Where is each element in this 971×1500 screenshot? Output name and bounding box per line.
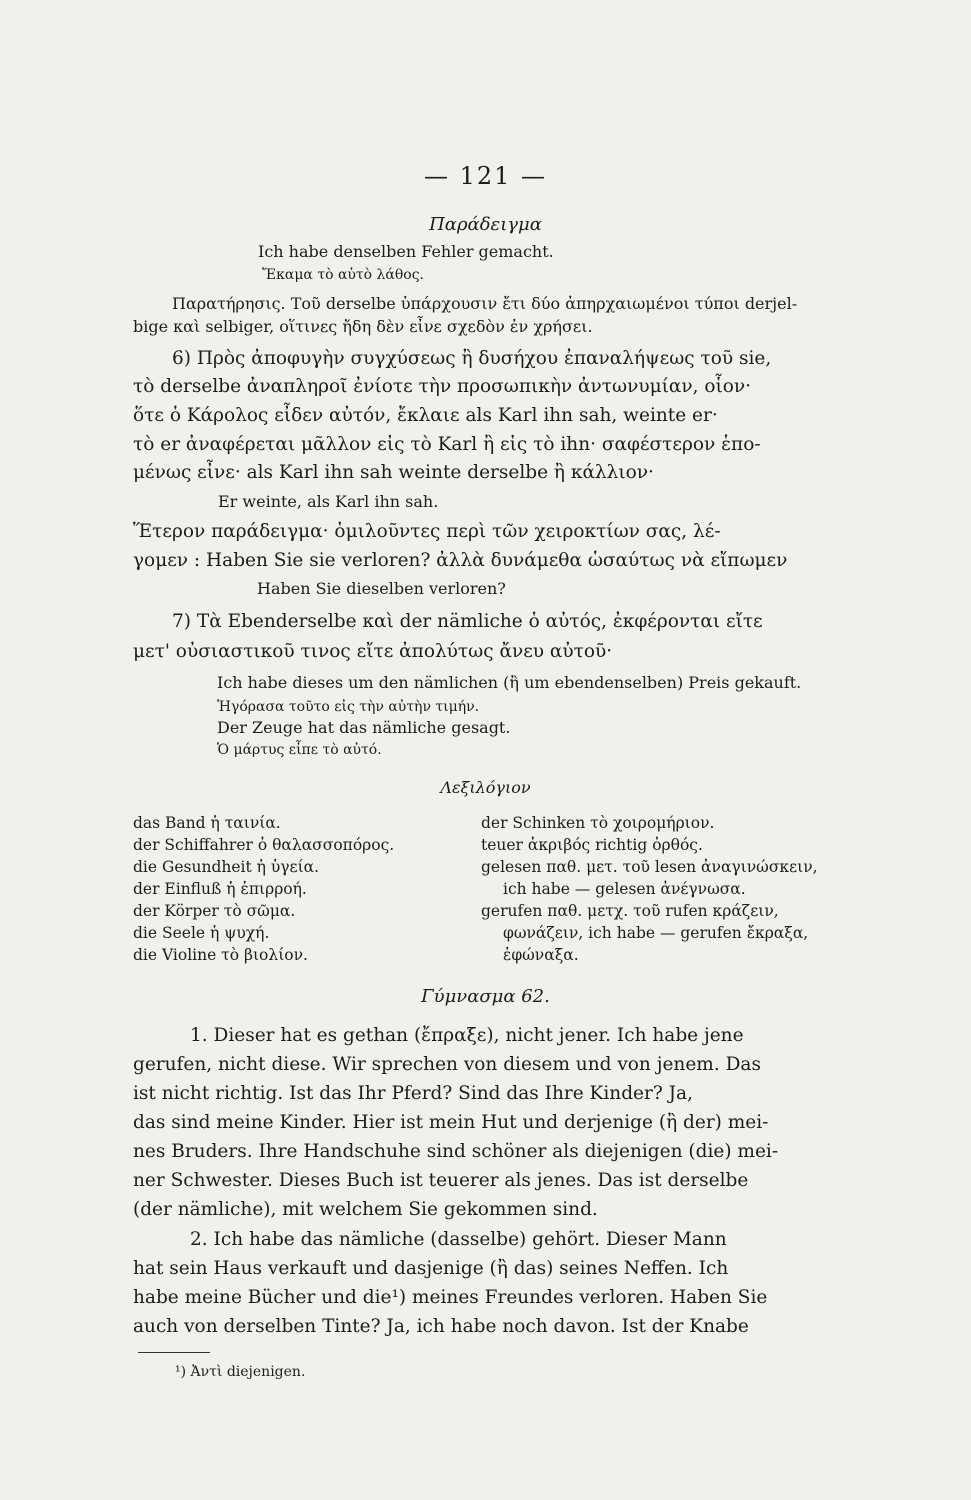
vocab-entry: teuer ἀκριβός richtig ὀρθός. [481,836,703,854]
example-german: Ich habe denselben Fehler gemacht. [258,242,554,261]
vocab-entry: der Schiffahrer ὁ θαλασσοπόρος. [133,836,395,854]
vocab-entry: die Seele ἡ ψυχή. [133,924,270,942]
remark-line-2: bige καὶ selbiger, οἵτινες ἤδη δὲν εἶνε σχεδὸν ἐν χρήσει. [133,317,593,336]
exercise-heading: Γύμνασμα 62. [421,986,550,1007]
vocab-entry: ich habe — gelesen ἀνέγνωσα. [503,880,746,898]
vocab-entry: der Körper τὸ σῶμα. [133,902,296,920]
section6-example: Er weinte, als Karl ihn sah. [218,492,439,511]
section6-line-4: τὸ er ἀναφέρεται μᾶλλον εἰς τὸ Karl ἢ εἰς τὸ ihn· σαφέστερον ἑπο- [133,434,761,455]
vocab-entry: φωνάζειν, ich habe — gerufen ἔκραξα, [503,924,809,942]
vocab-entry: gerufen παθ. μετχ. τοῦ rufen κράζειν, [481,902,779,920]
exercise-line-11: auch von derselben Tinte? Ja, ich habe noch davon. Ist der Knabe [133,1316,749,1337]
other-example-line-1: Ἕτερον παράδειγμα· ὁμιλοῦντες περὶ τῶν χειροκτίων σας, λέ- [133,521,721,542]
vocab-entry: das Band ἡ ταινία. [133,814,281,832]
exercise-line-1: 1. Dieser hat es gethan (ἔπραξε), nicht jener. Ich habe jene [190,1025,744,1046]
exercise-line-5: nes Bruders. Ihre Handschuhe sind schöner als diejenigen (die) mei- [133,1141,779,1162]
other-example-sentence: Haben Sie dieselben verloren? [257,579,506,598]
vocab-left-column [133,812,394,966]
vocab-right-column [481,812,818,966]
section6-line-3: ὅτε ὁ Κάρολος εἶδεν αὐτόν, ἔκλαιε als Karl ihn sah, weinte er· [133,405,718,426]
section7-example-4: Ὁ μάρτυς εἶπε τὸ αὐτό. [217,742,382,758]
section6-line-2: τὸ derselbe ἀναπληροῖ ἐνίοτε τὴν προσωπικὴν ἀντωνυμίαν, οἷον· [133,376,752,397]
section7-example-1: Ich habe dieses um den nämlichen (ἢ um ebendenselben) Preis gekauft. [217,673,802,692]
section7-example-3: Der Zeuge hat das nämliche gesagt. [217,718,511,737]
exercise-line-9: hat sein Haus verkauft und dasjenige (ἢ das) seines Neffen. Ich [133,1258,729,1279]
section7-line-2: μετ' οὐσιαστικοῦ τινος εἴτε ἀπολύτως ἄνευ αὐτοῦ· [133,641,613,662]
section7-example-2: Ἠγόρασα τοῦτο εἰς τὴν αὐτὴν τιμήν. [217,699,480,715]
exercise-line-2: gerufen, nicht diese. Wir sprechen von diesem und von jenem. Das [133,1054,761,1075]
other-example-line-2: γομεν : Haben Sie sie verloren? ἀλλὰ δυνάμεθα ὡσαύτως νὰ εἴπωμεν [133,550,788,571]
vocab-entry: die Gesundheit ἡ ὑγεία. [133,858,320,876]
vocab-entry: der Einfluß ἡ ἐπιρροή. [133,880,307,898]
section7-line-1: 7) Τὰ Ebenderselbe καὶ der nämliche ὁ αὐτός, ἐκφέρονται εἴτε [172,611,763,632]
section6-line-5: μένως εἶνε· als Karl ihn sah weinte derselbe ἢ κάλλιον· [133,462,654,483]
example-heading: Παράδειγμα [429,214,542,235]
vocab-entry: die Violine τὸ βιολίον. [133,946,308,964]
vocab-heading: Λεξιλόγιον [440,778,531,797]
vocab-entry: ἐφώναξα. [503,946,579,964]
example-greek: Ἔκαμα τὸ αὐτὸ λάθος. [262,267,425,283]
exercise-line-6: ner Schwester. Dieses Buch ist teuerer als jenes. Das ist derselbe [133,1170,749,1191]
exercise-line-3: ist nicht richtig. Ist das Ihr Pferd? Sind das Ihre Kinder? Ja, [133,1083,693,1104]
page-number: — 121 — [423,162,548,190]
exercise-line-10: habe meine Bücher und die¹) meines Freundes verloren. Haben Sie [133,1287,768,1308]
remark-line-1: Παρατήρησις. Τοῦ derselbe ὑπάρχουσιν ἔτι δύο ἀπηρχαιωμένοι τύποι derjel- [172,294,798,313]
exercise-line-8: 2. Ich habe das nämliche (dasselbe) gehört. Dieser Mann [190,1229,727,1250]
exercise-line-7: (der nämliche), mit welchem Sie gekommen sind. [133,1199,598,1220]
vocab-entry: gelesen παθ. μετ. τοῦ lesen ἀναγινώσκειν, [481,858,818,876]
vocab-entry: der Schinken τὸ χοιρομήριον. [481,814,715,832]
exercise-line-4: das sind meine Kinder. Hier ist mein Hut und derjenige (ἢ der) mei- [133,1112,769,1133]
footnote: ¹) Ἀντὶ diejenigen. [175,1364,306,1380]
footnote-rule [138,1352,210,1353]
section6-line-1: 6) Πρὸς ἀποφυγὴν συγχύσεως ἢ δυσήχου ἐπαναλήψεως τοῦ sie, [172,348,772,369]
